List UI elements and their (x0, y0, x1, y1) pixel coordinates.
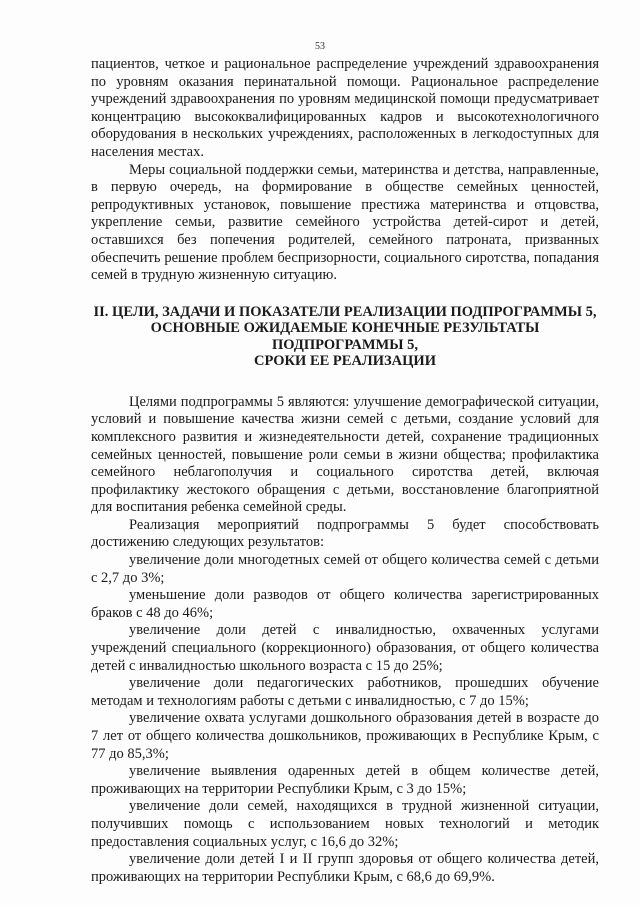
section-heading-line-3: СРОКИ ЕЕ РЕАЛИЗАЦИИ (254, 353, 436, 370)
section-heading-line-2: ОСНОВНЫЕ ОЖИДАЕМЫЕ КОНЕЧНЫЕ РЕЗУЛЬТАТЫ ПОДПРОГРАММЫ 5, (150, 320, 540, 353)
paragraph-results-intro: Реализация мероприятий подпрограммы 5 будет способствовать достижению следующих результатов: (91, 516, 599, 551)
paragraph-social-support: Меры социальной поддержки семьи, материнства и детства, направленные, в первую очередь, на формирование в обществе семейных ценностей, репродуктивных установок, повышение престижа материнства и отцовства, укрепление семьи, развитие семейного устройства детей-сирот и детей, оставшихся без попечения родителей, семейного патроната, призванных обеспечить решение проблем беспризорности, социального сиротства, попадания семей в трудную жизненную ситуацию. (91, 161, 599, 284)
result-item-divorces: уменьшение доли разводов от общего количества зарегистрированных браков с 48 до 46%; (91, 587, 599, 621)
result-item-large-families: увеличение доли многодетных семей от общего количества семей с детьми с 2,7 до 3%; (91, 552, 599, 586)
result-item-families-in-difficulty: увеличение доли семей, находящихся в трудной жизненной ситуации, получивших помощь с использованием новых технологий и методик предоставления социальных услуг, с 16,6 до 32%; (91, 798, 599, 850)
result-item-special-education: увеличение доли детей с инвалидностью, охваченных услугами учреждений специального (коррекционного) образования, от общего количества детей с инвалидностью школьного возраста с 15 до 25%; (91, 622, 599, 674)
result-item-teacher-training: увеличение доли педагогических работников, прошедших обучение методам и технологиям работы с детьми с инвалидностью, с 7 до 15%; (91, 675, 599, 709)
paragraph-perinatal-care: пациентов, четкое и рациональное распределение учреждений здравоохранения по уровням оказания перинатальной помощи. Рациональное распределение учреждений здравоохранения по уровням медицинской помощи предусматривает концентрацию высококвалифицированных кадров и высокотехнологичного оборудования в нескольких учреждениях, расположенных в легкодоступных для населения местах. (91, 56, 599, 160)
section-heading-line-1: II. ЦЕЛИ, ЗАДАЧИ И ПОКАЗАТЕЛИ РЕАЛИЗАЦИИ ПОДПРОГРАММЫ 5, (93, 303, 597, 320)
document-body (91, 56, 599, 886)
page-number: 53 (315, 41, 325, 52)
result-item-child-health-groups: увеличение доли детей I и II групп здоровья от общего количества детей, проживающих на территории Республики Крым, с 68,6 до 69,9%. (91, 851, 599, 885)
result-item-gifted-children: увеличение выявления одаренных детей в общем количестве детей, проживающих на территории Республики Крым, с 3 до 15%; (91, 763, 599, 797)
result-item-preschool-coverage: увеличение охвата услугами дошкольного образования детей в возрасте до 7 лет от общего количества дошкольников, проживающих в Республике Крым, с 77 до 85,3%; (91, 710, 599, 762)
paragraph-goals: Целями подпрограммы 5 являются: улучшение демографической ситуации, условий и повышение качества жизни семей с детьми, создание условий для комплексного развития и жизнедеятельности детей, сохранение традиционных семейных ценностей, повышение роли семьи в жизни общества; профилактика семейного неблагополучия и социального сиротства детей, включая профилактику жестокого обращения с детьми, восстановление благоприятной для воспитания ребенка семейной среды. (91, 393, 599, 516)
section-heading (91, 304, 599, 370)
results-list (91, 552, 599, 886)
